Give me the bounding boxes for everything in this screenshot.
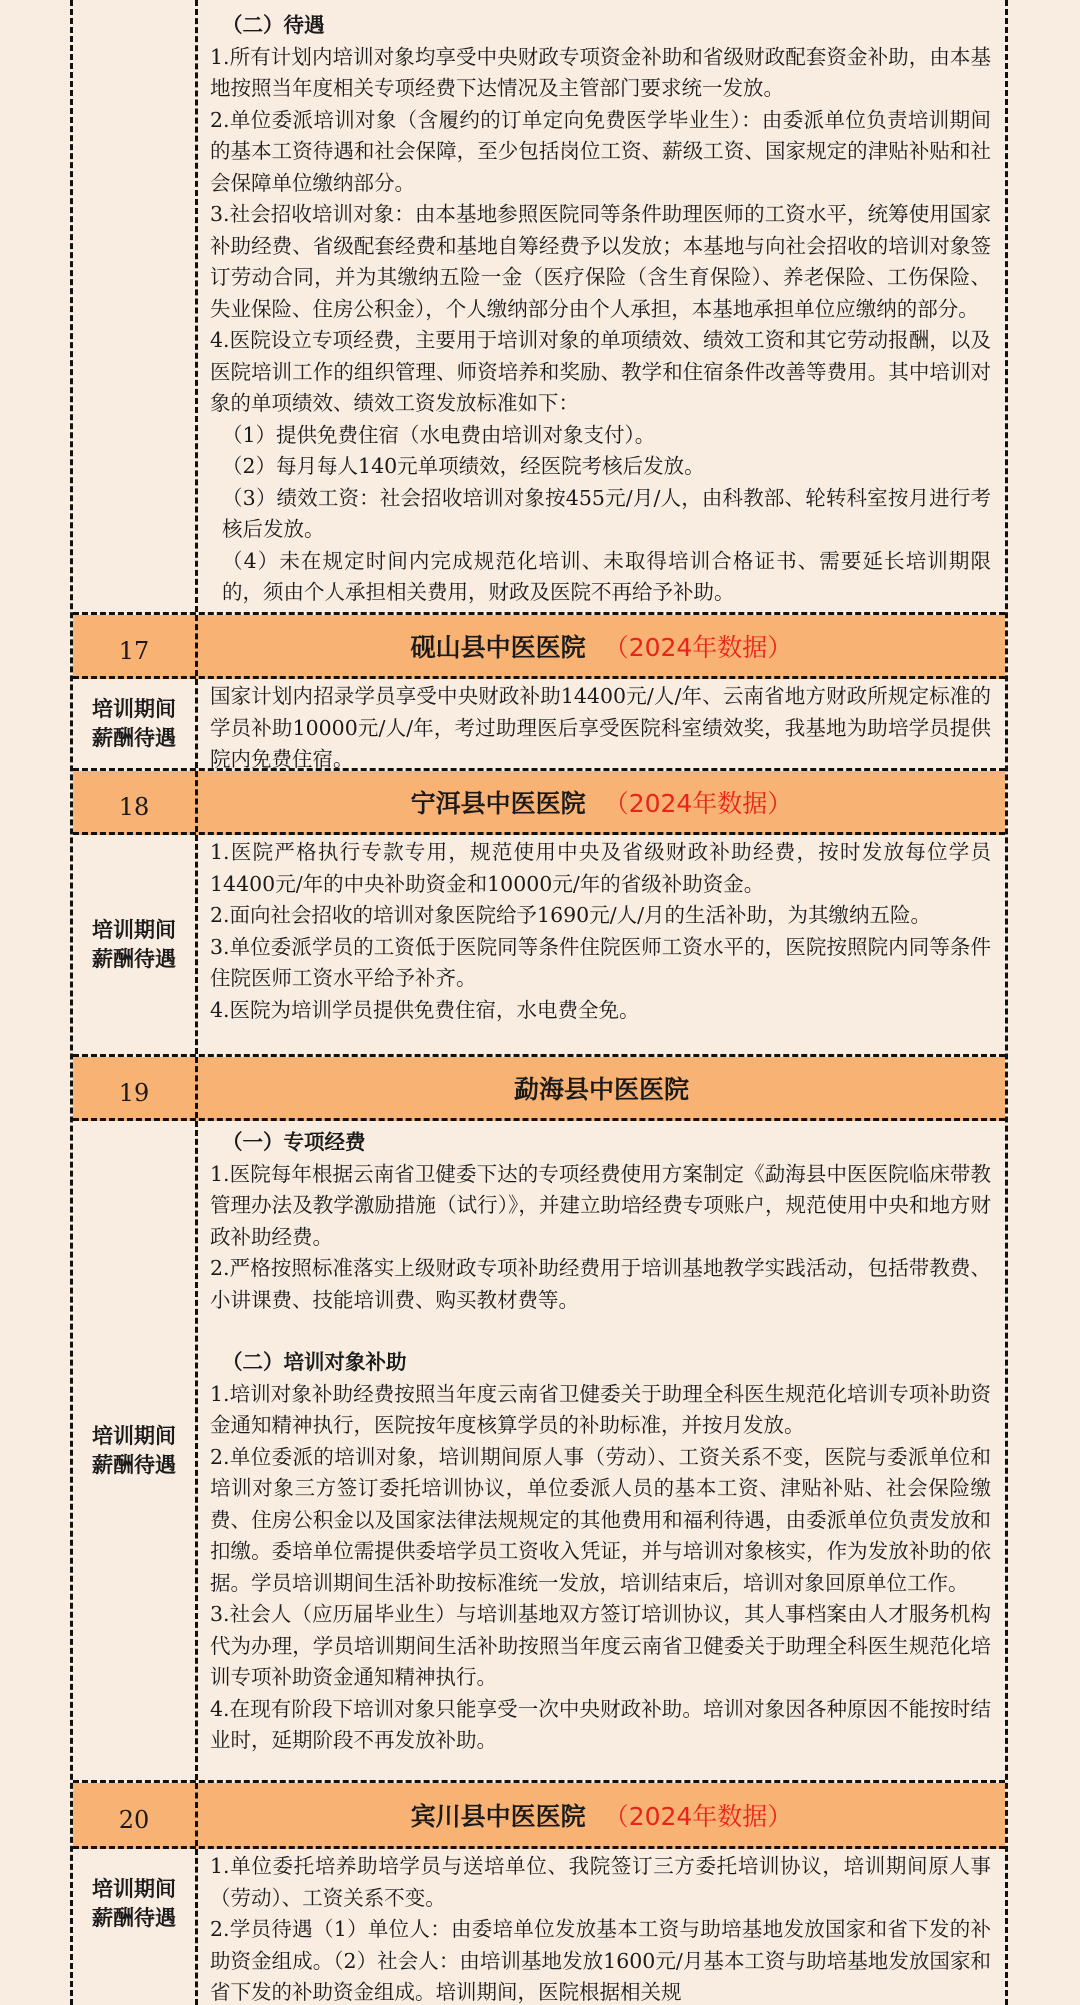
sec16-content xyxy=(198,0,1005,612)
document-table xyxy=(70,0,1008,2005)
sec18-content xyxy=(198,835,1005,1054)
sec16-label-cell xyxy=(73,0,198,612)
sec17-name: 砚山县中医医院 xyxy=(410,632,586,662)
sec18-para: 1.医院严格执行专款专用，规范使用中央及省级财政补助经费，按时发放每位学员14400元/年的中央补助资金和10000元/年的省级补助资金。 xyxy=(210,840,991,896)
sec18-para: 2.面向社会招收的培训对象医院给予1690元/人/月的生活补助，为其缴纳五险。 xyxy=(210,903,932,927)
sec18-title xyxy=(198,771,1005,832)
sec18-label: 培训期间 薪酬待遇 xyxy=(73,835,198,1054)
sec16-para: （4）未在规定时间内完成规范化培训、未取得培训合格证书、需要延长培训期限的，须由个人承担相关费用，财政及医院不再给予补助。 xyxy=(222,548,991,604)
sec19-para: 1.医院每年根据云南省卫健委下达的专项经费使用方案制定《勐海县中医医院临床带教管理办法及教学激励措施（试行）》，并建立助培经费专项账户，规范使用中央和地方财政补助经费。 xyxy=(210,1161,991,1249)
sec19-para: 3.社会人（应历届毕业生）与培训基地双方签订培训协议，其人事档案由人才服务机构代为办理，学员培训期间生活补助按照当年度云南省卫健委关于助理全科医生规范化培训专项补助资金通知精神执行。 xyxy=(210,1602,991,1689)
sec16-para: （2）每月每人140元单项绩效，经医院考核后发放。 xyxy=(222,454,705,478)
sec19-para: 2.严格按照标准落实上级财政专项补助经费用于培训基地教学实践活动，包括带教费、小讲课费、技能培训费、购买教材费等。 xyxy=(210,1256,991,1312)
sec17-para: 国家计划内招录学员享受中央财政补助14400元/人/年、云南省地方财政所规定标准的学员补助10000元/人/年，考过助理医后享受医院科室绩效奖，我基地为助培学员提供院内免费住宿。 xyxy=(210,684,991,771)
sec19-label: 培训期间 薪酬待遇 xyxy=(73,1121,198,1780)
sec16-para: 4.医院设立专项经费，主要用于培训对象的单项绩效、绩效工资和其它劳动报酬，以及医院培训工作的组织管理、师资培养和奖励、教学和住宿条件改善等费用。其中培训对象的单项绩效、绩效工资发放标准如下： xyxy=(210,328,991,415)
sec16-para: 3.社会招收培训对象：由本基地参照医院同等条件助理医师的工资水平，统筹使用国家补助经费、省级配套经费和基地自筹经费予以发放；本基地与向社会招收的培训对象签订劳动合同，并为其缴纳五险一金（医疗保险（含生育保险）、养老保险、工伤保险、失业保险、住房公积金），个人缴纳部分由个人承担，本基地承担单位应缴纳的部分。 xyxy=(210,202,991,321)
sec18-header xyxy=(73,771,1005,835)
sec19-name: 勐海县中医医院 xyxy=(513,1074,689,1104)
sec16-para: 2.单位委派培训对象（含履约的订单定向免费医学毕业生）：由委派单位负责培训期间的基本工资待遇和社会保障，至少包括岗位工资、薪级工资、国家规定的津贴补贴和社会保障单位缴纳部分。 xyxy=(210,107,991,195)
sec18-para: 4.医院为培训学员提供免费住宿，水电费全免。 xyxy=(210,997,640,1022)
sec16-row xyxy=(73,0,1005,615)
sec16-heading: （二）待遇 xyxy=(222,13,325,37)
sec17-content xyxy=(198,679,1005,771)
sec16-para: （3）绩效工资：社会招收培训对象按455元/月/人，由科教部、轮转科室按月进行考核后发放。 xyxy=(222,485,991,541)
sec20-number: 20 xyxy=(73,1783,198,1846)
sec17-number: 17 xyxy=(73,615,198,676)
sec17-row xyxy=(73,679,1005,771)
sec20-year-tag: （2024年数据） xyxy=(603,1801,793,1831)
sec18-name: 宁洱县中医医院 xyxy=(410,788,586,818)
sec19-spacer xyxy=(210,1316,991,1347)
sec17-header xyxy=(73,615,1005,679)
sec19-para: 2.单位委派的培训对象，培训期间原人事（劳动）、工资关系不变，医院与委派单位和培训对象三方签订委托培训协议，单位委派人员的基本工资、津贴补贴、社会保险缴费、住房公积金以及国家法律法规规定的其他费用和福利待遇，由委派单位负责发放和扣缴。委培单位需提供委培学员工资收入凭证，并与培训对象核实，作为发放补助的依据。学员培训期间生活补助按标准统一发放，培训结束后，培训对象回原单位工作。 xyxy=(210,1444,991,1595)
sec20-header xyxy=(73,1783,1005,1849)
sec19-content xyxy=(198,1121,1005,1780)
sec19-heading-2: （二）培训对象补助 xyxy=(222,1350,407,1374)
sec19-title xyxy=(198,1057,1005,1118)
sec20-name: 宾川县中医医院 xyxy=(410,1801,586,1831)
sec18-para: 3.单位委派学员的工资低于医院同等条件住院医师工资水平的，医院按照院内同等条件住院医师工资水平给予补齐。 xyxy=(210,934,991,990)
sec17-label: 培训期间 薪酬待遇 xyxy=(73,679,198,768)
sec19-header xyxy=(73,1057,1005,1121)
sec17-year-tag: （2024年数据） xyxy=(603,632,793,662)
sec20-para: 2.学员待遇（1）单位人：由委培单位发放基本工资与助培基地发放国家和省下发的补助资金组成。（2）社会人：由培训基地发放1600元/月基本工资与助培基地发放国家和省下发的补助资金组成。培训期间，医院根据相关规 xyxy=(210,1917,991,2004)
sec18-row xyxy=(73,835,1005,1057)
sec17-title xyxy=(198,615,1005,676)
sec16-para: （1）提供免费住宿（水电费由培训对象支付）。 xyxy=(222,422,656,447)
sec19-para: 4.在现有阶段下培训对象只能享受一次中央财政补助。培训对象因各种原因不能按时结业时，延期阶段不再发放补助。 xyxy=(210,1696,991,1752)
sec20-para: 1.单位委托培养助培学员与送培单位、我院签订三方委托培训协议，培训期间原人事（劳动）、工资关系不变。 xyxy=(210,1854,991,1910)
sec20-row xyxy=(73,1849,1005,2005)
sec19-heading-1: （一）专项经费 xyxy=(222,1130,366,1154)
sec18-year-tag: （2024年数据） xyxy=(603,788,793,818)
sec19-number: 19 xyxy=(73,1057,198,1118)
sec19-para: 1.培训对象补助经费按照当年度云南省卫健委关于助理全科医生规范化培训专项补助资金通知精神执行，医院按年度核算学员的补助标准，并按月发放。 xyxy=(210,1381,991,1437)
sec20-content xyxy=(198,1849,1005,2005)
sec20-label: 培训期间 薪酬待遇 xyxy=(73,1849,198,2005)
sec20-title xyxy=(198,1783,1005,1846)
sec18-number: 18 xyxy=(73,771,198,832)
sec19-row xyxy=(73,1121,1005,1783)
sec16-para: 1.所有计划内培训对象均享受中央财政专项资金补助和省级财政配套资金补助，由本基地按照当年度相关专项经费下达情况及主管部门要求统一发放。 xyxy=(210,44,991,100)
